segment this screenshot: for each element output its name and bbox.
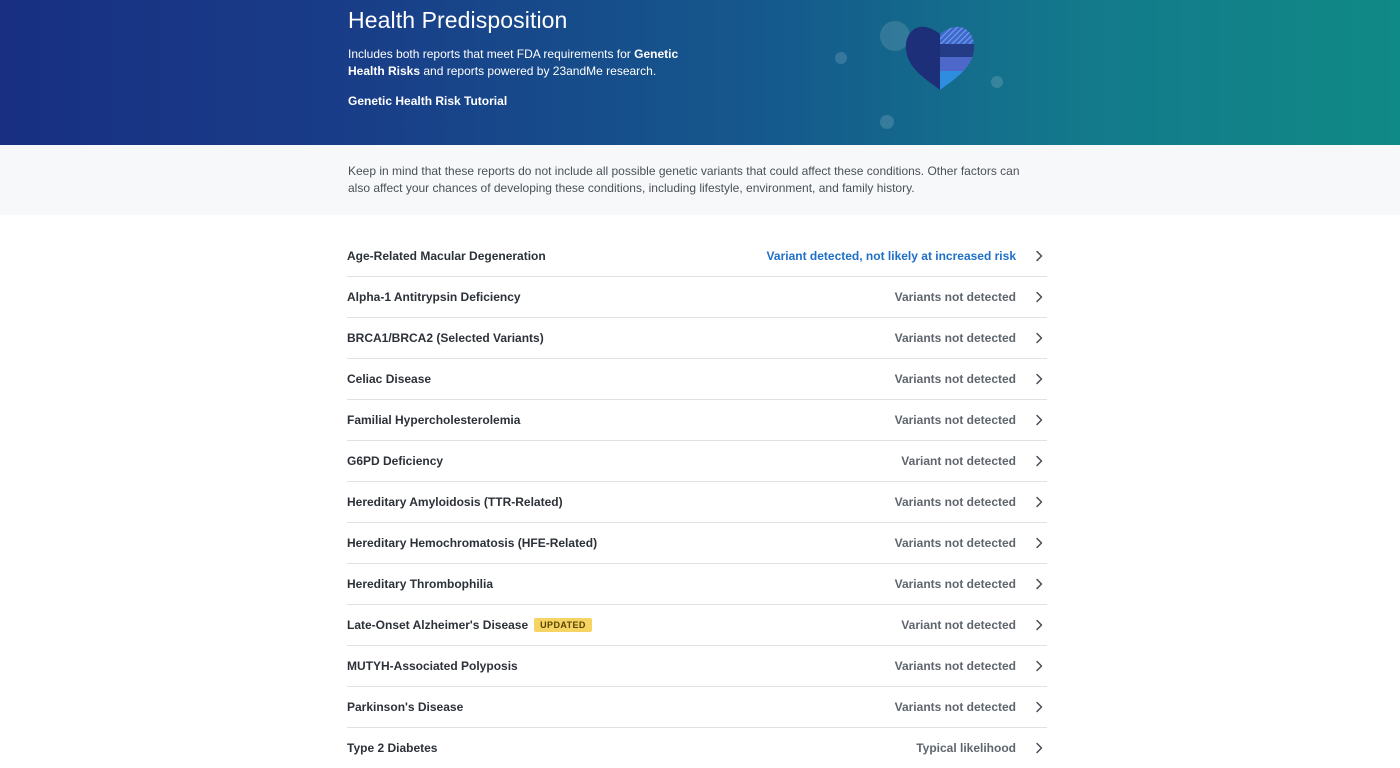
chevron-right-icon[interactable]	[1030, 535, 1047, 552]
updated-badge: UPDATED	[534, 618, 592, 632]
chevron-right-icon[interactable]	[1030, 576, 1047, 593]
report-name	[347, 659, 895, 673]
chevron-right-icon[interactable]	[1030, 412, 1047, 429]
tutorial-link[interactable]: Genetic Health Risk Tutorial	[348, 94, 508, 108]
report-name	[347, 331, 895, 345]
report-name	[347, 413, 895, 427]
report-name	[347, 700, 895, 714]
report-name-label: Hereditary Hemochromatosis (HFE-Related)	[347, 536, 598, 550]
chevron-right-icon[interactable]	[1030, 371, 1047, 388]
report-status: Variants not detected	[894, 577, 1016, 591]
report-status: Variant not detected	[901, 454, 1016, 468]
hero-description-outro: and reports powered by 23andMe research.	[420, 64, 657, 78]
report-name-label: Parkinson's Disease	[347, 700, 464, 714]
report-name	[347, 454, 901, 468]
report-row[interactable]	[347, 523, 1047, 564]
report-name-label: MUTYH-Associated Polyposis	[347, 659, 518, 673]
report-name-label: BRCA1/BRCA2 (Selected Variants)	[347, 331, 544, 345]
report-row[interactable]	[347, 400, 1047, 441]
report-name-label: Late-Onset Alzheimer's Disease	[347, 618, 529, 632]
report-status: Typical likelihood	[916, 741, 1016, 755]
report-row[interactable]	[347, 564, 1047, 605]
report-list	[347, 236, 1047, 768]
report-row[interactable]	[347, 605, 1047, 646]
report-name-label: Familial Hypercholesterolemia	[347, 413, 521, 427]
hero-description-bold: Genetic Health Risks	[348, 47, 679, 78]
report-name	[347, 249, 767, 263]
report-status: Variant detected, not likely at increased risk	[766, 249, 1016, 263]
report-name	[347, 372, 895, 386]
report-row[interactable]	[347, 359, 1047, 400]
chevron-right-icon[interactable]	[1030, 248, 1047, 265]
report-status: Variants not detected	[894, 659, 1016, 673]
report-name	[347, 290, 895, 304]
page-title: Health Predisposition	[348, 7, 568, 33]
report-name-label: G6PD Deficiency	[347, 454, 444, 468]
report-name	[347, 618, 901, 632]
hero-content	[348, 0, 708, 110]
chevron-right-icon[interactable]	[1030, 740, 1047, 757]
report-row[interactable]	[347, 318, 1047, 359]
report-row[interactable]	[347, 728, 1047, 768]
chevron-right-icon[interactable]	[1030, 494, 1047, 511]
report-status: Variants not detected	[894, 536, 1016, 550]
hero-description	[348, 46, 708, 80]
report-status: Variants not detected	[894, 700, 1016, 714]
chevron-right-icon[interactable]	[1030, 289, 1047, 306]
report-name-label: Alpha-1 Antitrypsin Deficiency	[347, 290, 521, 304]
chevron-right-icon[interactable]	[1030, 658, 1047, 675]
chevron-right-icon[interactable]	[1030, 330, 1047, 347]
report-status: Variants not detected	[894, 372, 1016, 386]
report-row[interactable]	[347, 646, 1047, 687]
heart-icon	[820, 0, 1020, 145]
disclaimer-section	[0, 145, 1400, 215]
chevron-right-icon[interactable]	[1030, 617, 1047, 634]
report-status: Variant not detected	[901, 618, 1016, 632]
report-status: Variants not detected	[894, 290, 1016, 304]
hero-description-intro: Includes both reports that meet FDA requirements for	[348, 47, 635, 61]
report-name	[347, 495, 895, 509]
report-row[interactable]	[347, 687, 1047, 728]
report-name	[347, 536, 895, 550]
report-name-label: Hereditary Thrombophilia	[347, 577, 494, 591]
report-status: Variants not detected	[894, 413, 1016, 427]
report-row[interactable]	[347, 482, 1047, 523]
report-name-label: Type 2 Diabetes	[347, 741, 438, 755]
chevron-right-icon[interactable]	[1030, 699, 1047, 716]
chevron-right-icon[interactable]	[1030, 453, 1047, 470]
report-row[interactable]	[347, 236, 1047, 277]
report-name	[347, 577, 895, 591]
disclaimer-text: Keep in mind that these reports do not include all possible genetic variants that could affect these conditions. Other factors can also affect your chances of developing these conditions, including lifestyle, environment, and family history.	[348, 164, 1020, 195]
report-status: Variants not detected	[894, 331, 1016, 345]
report-row[interactable]	[347, 277, 1047, 318]
report-name-label: Celiac Disease	[347, 372, 432, 386]
report-name	[347, 741, 916, 755]
report-row[interactable]	[347, 441, 1047, 482]
report-status: Variants not detected	[894, 495, 1016, 509]
report-name-label: Hereditary Amyloidosis (TTR-Related)	[347, 495, 563, 509]
hero-banner	[0, 0, 1400, 145]
report-name-label: Age-Related Macular Degeneration	[347, 249, 546, 263]
